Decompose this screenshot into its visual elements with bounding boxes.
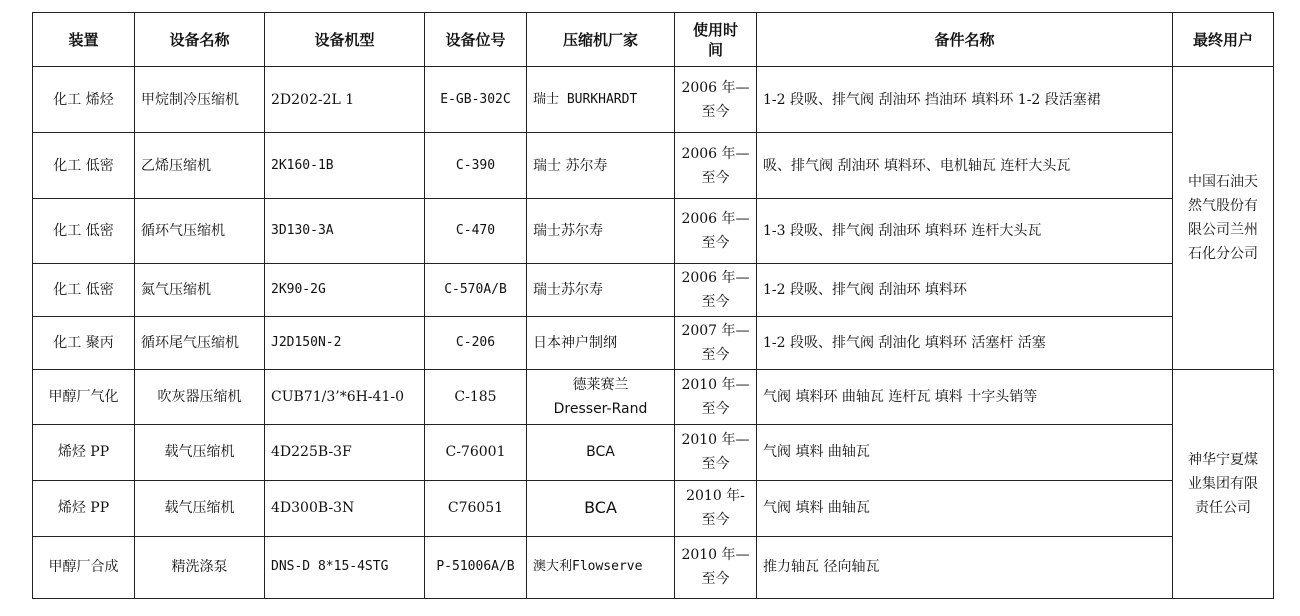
- cell-end-user: 神华宁夏煤 业集团有限 责任公司: [1173, 370, 1274, 599]
- cell-maker: 日本神户制纲: [527, 317, 675, 370]
- cell-maker: 德莱赛兰 Dresser-Rand: [527, 370, 675, 425]
- cell-tag: C-390: [425, 133, 527, 198]
- table-row: [33, 67, 1274, 133]
- cell-model: J2D150N-2: [265, 317, 425, 370]
- header-equipment-name: 设备名称: [135, 13, 265, 67]
- cell-tag: C-76001: [425, 425, 527, 480]
- cell-maker: BCA: [527, 425, 675, 480]
- cell-model: 2K160-1B: [265, 133, 425, 198]
- cell-name: 载气压缩机: [135, 425, 265, 480]
- cell-tag: C76051: [425, 480, 527, 536]
- header-usage-period: 使用时 间: [675, 13, 757, 67]
- cell-end-user: 中国石油天 然气股份有 限公司兰州 石化分公司: [1173, 67, 1274, 370]
- cell-unit: 烯烃 PP: [33, 425, 135, 480]
- header-end-user: 最终用户: [1173, 13, 1274, 67]
- cell-tag: C-206: [425, 317, 527, 370]
- table-row: [33, 536, 1274, 598]
- cell-maker: BCA: [527, 480, 675, 536]
- cell-parts: 1-2 段吸、排气阀 刮油化 填料环 活塞杆 活塞: [757, 317, 1173, 370]
- cell-model: 2D202-2L 1: [265, 67, 425, 133]
- cell-model: 4D225B-3F: [265, 425, 425, 480]
- cell-period: 2006 年— 至今: [675, 67, 757, 133]
- table-row: [33, 133, 1274, 198]
- header-unit: 装置: [33, 13, 135, 67]
- cell-period: 2006 年— 至今: [675, 133, 757, 198]
- cell-unit: 化工 烯烃: [33, 67, 135, 133]
- cell-model: 2K90-2G: [265, 263, 425, 316]
- header-row: [33, 13, 1274, 67]
- cell-unit: 甲醇厂气化: [33, 370, 135, 425]
- cell-parts: 吸、排气阀 刮油环 填料环、电机轴瓦 连杆大头瓦: [757, 133, 1173, 198]
- cell-maker: 瑞士 BURKHARDT: [527, 67, 675, 133]
- cell-period: 2006 年— 至今: [675, 198, 757, 263]
- cell-name: 循环尾气压缩机: [135, 317, 265, 370]
- cell-unit: 烯烃 PP: [33, 480, 135, 536]
- cell-period: 2010 年— 至今: [675, 425, 757, 480]
- cell-maker: 瑞士 苏尔寿: [527, 133, 675, 198]
- cell-name: 乙烯压缩机: [135, 133, 265, 198]
- cell-parts: 1-2 段吸、排气阀 刮油环 填料环: [757, 263, 1173, 316]
- cell-parts: 1-2 段吸、排气阀 刮油环 挡油环 填料环 1-2 段活塞裙: [757, 67, 1173, 133]
- cell-name: 载气压缩机: [135, 480, 265, 536]
- cell-model: 3D130-3A: [265, 198, 425, 263]
- table-row: [33, 370, 1274, 425]
- cell-unit: 化工 聚丙: [33, 317, 135, 370]
- cell-unit: 化工 低密: [33, 133, 135, 198]
- cell-maker: 澳大利Flowserve: [527, 536, 675, 598]
- cell-name: 氮气压缩机: [135, 263, 265, 316]
- cell-name: 精洗涤泵: [135, 536, 265, 598]
- cell-model: CUB71/3’*6H-41-0: [265, 370, 425, 425]
- table-row: [33, 425, 1274, 480]
- cell-period: 2010 年— 至今: [675, 370, 757, 425]
- cell-parts: 气阀 填料 曲轴瓦: [757, 480, 1173, 536]
- table-row: [33, 317, 1274, 370]
- header-tag-number: 设备位号: [425, 13, 527, 67]
- cell-tag: C-470: [425, 198, 527, 263]
- cell-tag: C-185: [425, 370, 527, 425]
- header-spare-parts: 备件名称: [757, 13, 1173, 67]
- cell-period: 2006 年— 至今: [675, 263, 757, 316]
- table-row: [33, 480, 1274, 536]
- cell-maker: 瑞士苏尔寿: [527, 263, 675, 316]
- cell-model: 4D300B-3N: [265, 480, 425, 536]
- cell-tag: P-51006A/B: [425, 536, 527, 598]
- cell-period: 2010 年— 至今: [675, 536, 757, 598]
- cell-maker: 瑞士苏尔寿: [527, 198, 675, 263]
- cell-parts: 气阀 填料环 曲轴瓦 连杆瓦 填料 十字头销等: [757, 370, 1173, 425]
- cell-period: 2007 年— 至今: [675, 317, 757, 370]
- cell-parts: 1-3 段吸、排气阀 刮油环 填料环 连杆大头瓦: [757, 198, 1173, 263]
- cell-tag: E-GB-302C: [425, 67, 527, 133]
- cell-name: 循环气压缩机: [135, 198, 265, 263]
- cell-unit: 化工 低密: [33, 198, 135, 263]
- table-row: [33, 198, 1274, 263]
- cell-model: DNS-D 8*15-4STG: [265, 536, 425, 598]
- cell-name: 甲烷制冷压缩机: [135, 67, 265, 133]
- cell-tag: C-570A/B: [425, 263, 527, 316]
- table-row: [33, 263, 1274, 316]
- cell-unit: 化工 低密: [33, 263, 135, 316]
- cell-name: 吹灰器压缩机: [135, 370, 265, 425]
- equipment-table: [32, 12, 1274, 599]
- cell-parts: 推力轴瓦 径向轴瓦: [757, 536, 1173, 598]
- header-manufacturer: 压缩机厂家: [527, 13, 675, 67]
- cell-unit: 甲醇厂合成: [33, 536, 135, 598]
- header-model: 设备机型: [265, 13, 425, 67]
- cell-period: 2010 年- 至今: [675, 480, 757, 536]
- cell-parts: 气阀 填料 曲轴瓦: [757, 425, 1173, 480]
